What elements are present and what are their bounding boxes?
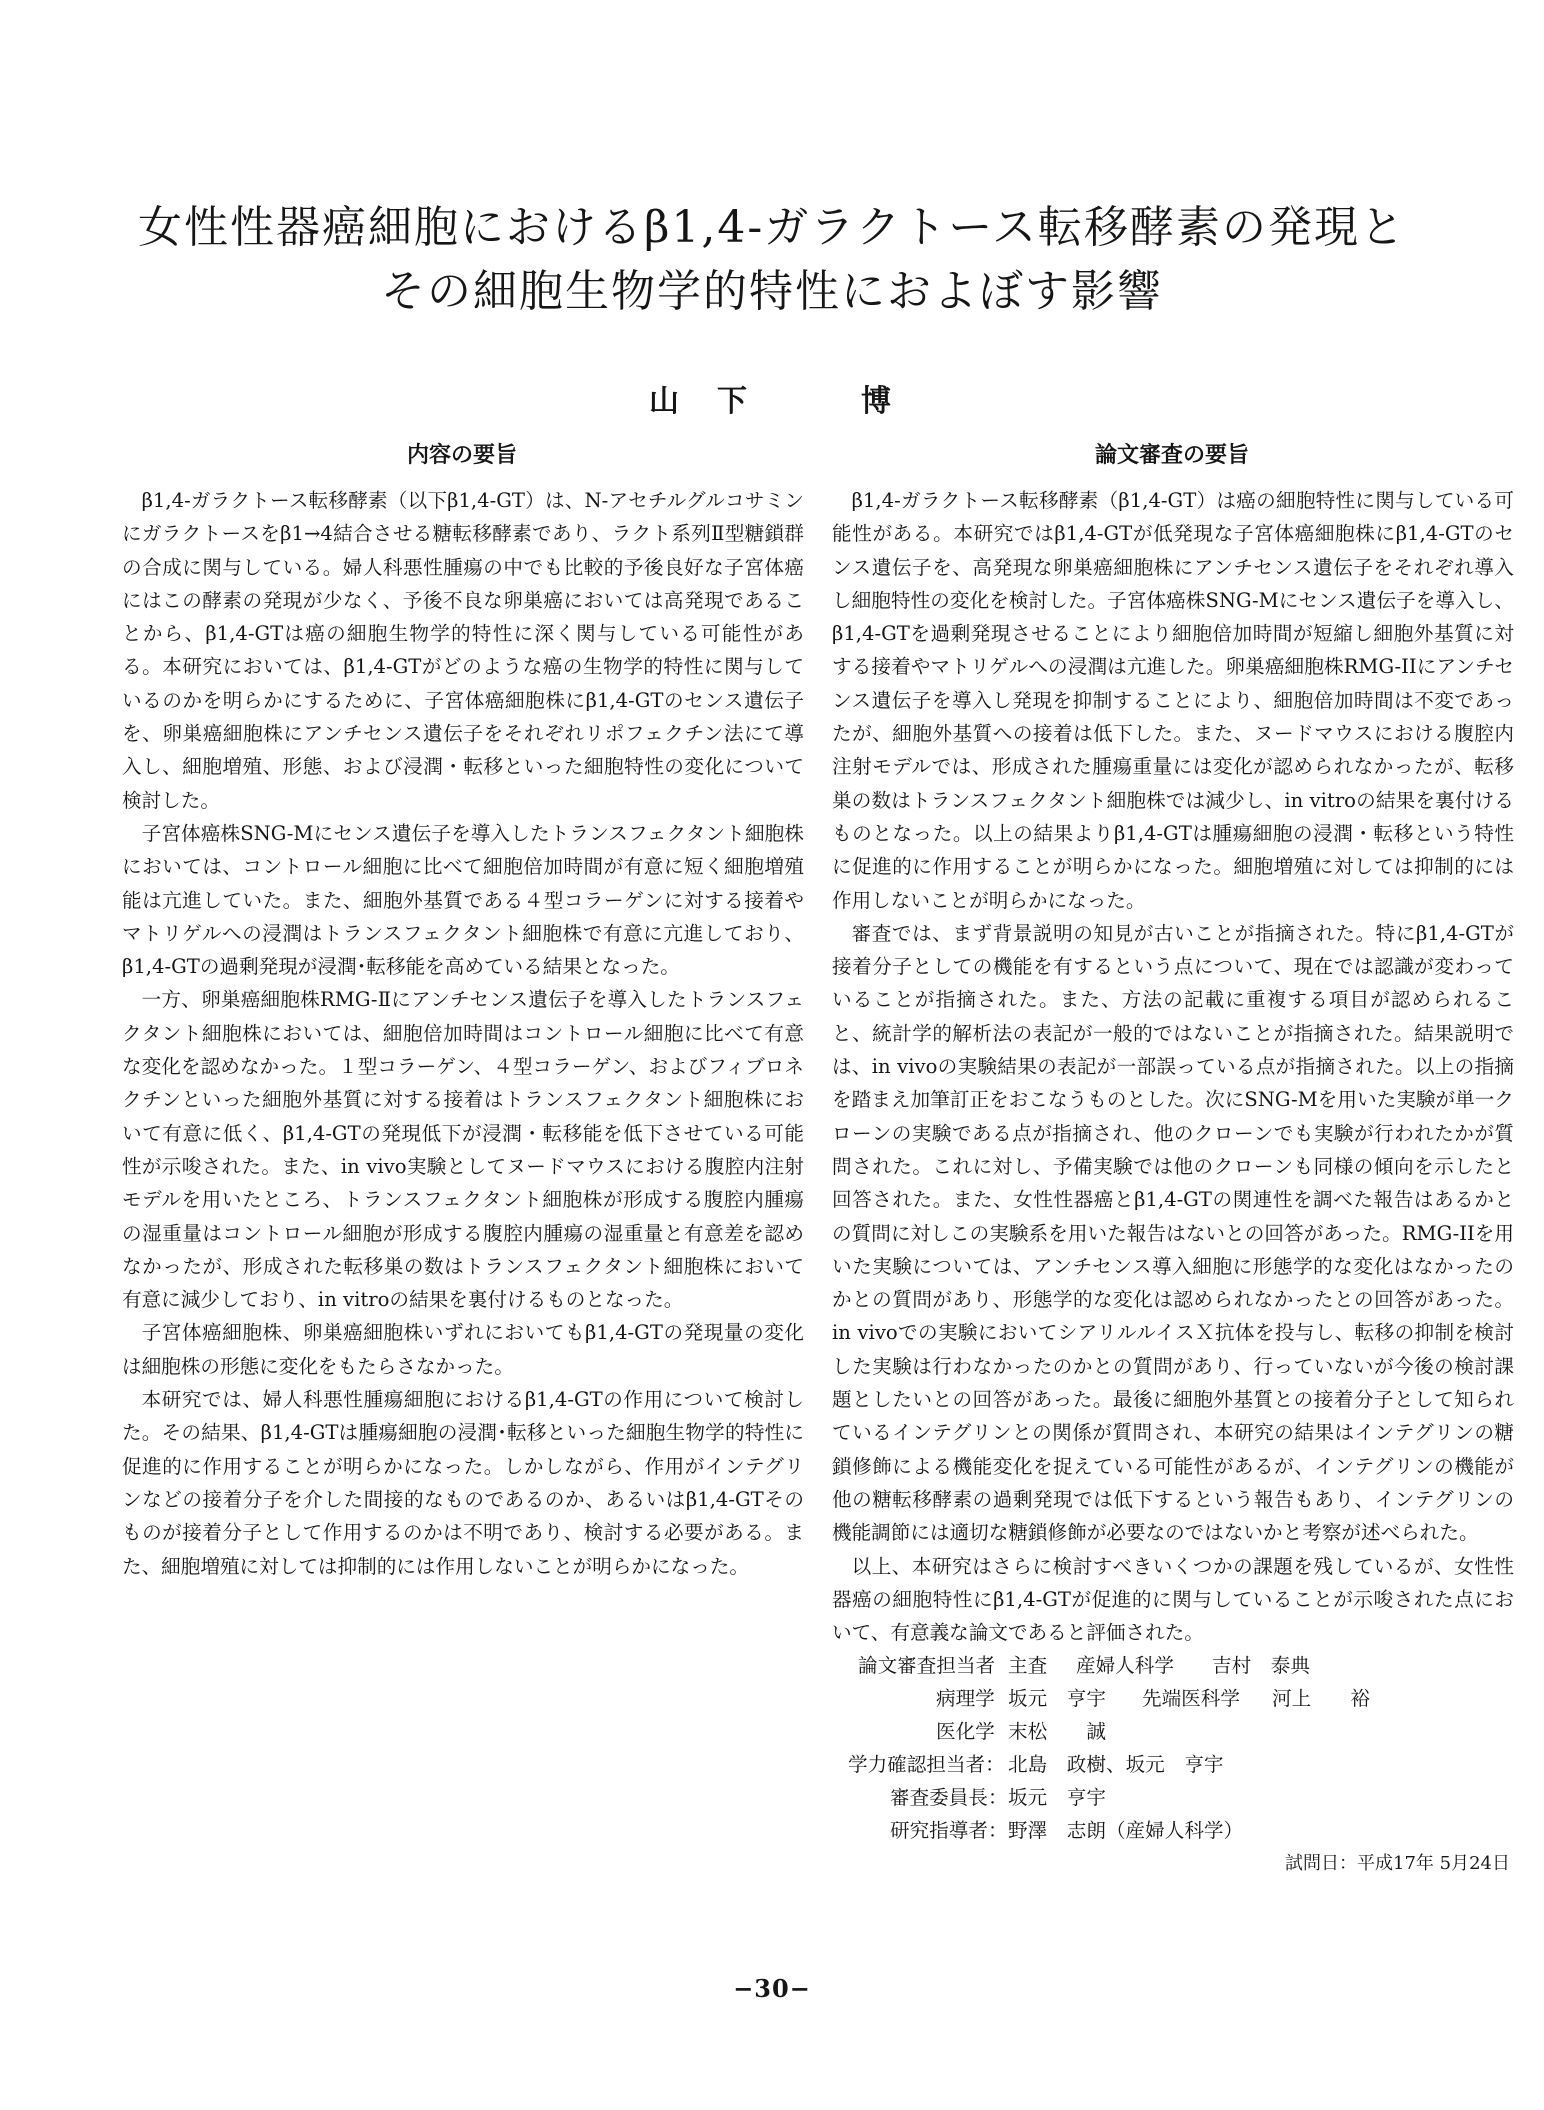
- author-given-name: 博: [861, 384, 895, 419]
- summary-paragraph: 子宮体癌細胞株、卵巣癌細胞株いずれにおいてもβ1,4-GTの発現量の変化は細胞株の形態に変化をもたらさなかった。: [122, 1321, 804, 1378]
- committee-member-name: 末松 誠: [1008, 1720, 1106, 1744]
- chair-name: 坂元 亨宇: [1008, 1786, 1106, 1810]
- confirm-names: 北島 政樹、坂元 亨宇: [1008, 1753, 1224, 1777]
- review-column: [832, 484, 1514, 1881]
- committee-chief-dept: 産婦人科学: [1076, 1654, 1174, 1678]
- paper-title: [0, 196, 1544, 324]
- review-paragraph: 審査では、まず背景説明の知見が古いことが指摘された。特にβ1,4-GTが接着分子としての機能を有するという点について、現在では認識が変わっていることが指摘された。また、方法の記載に重複する項目が認められること、統計学的解析法の表記が一般的ではないことが指摘された。結果説明では、in vivoの実験結果の表記が一部誤っている点が指摘された。以上の指摘を踏まえ加筆訂正をおこなうものとした。次にSNG-Mを用いた実験が単一クローンの実験である点が指摘され、他のクローンでも実験が行われたかが質問された。これに対し、予備実験では他のクローンも同様の傾向を示したと回答された。また、女性性器癌とβ1,4-GTの関連性を調べた報告はあるかとの質問に対しこの実験系を用いた報告はないとの回答があった。RMG-IIを用いた実験については、アンチセンス導入細胞に形態学的な変化はなかったのかとの質問があり、形態学的な変化は認められなかったとの回答があった。in vivoでの実験においてシアリルルイスＸ抗体を投与し、転移の抑制を検討した実験は行わなかったのかとの質問があり、行っていないが今後の検討課題としたいとの回答があった。最後に細胞外基質との接着分子として知られているインテグリンとの関係が質問され、本研究の結果はインテグリンの糖鎖修飾による機能変化を捉えている可能性があるが、インテグリンの機能が他の糖転移酵素の過剰発現では低下するという報告もあり、インテグリンの機能調節には適切な糖鎖修飾が必要なのではないかと考察が述べられた。: [832, 921, 1514, 1545]
- review-paragraph: 以上、本研究はさらに検討すべきいくつかの課題を残しているが、女性性器癌の細胞特性にβ1,4-GTが促進的に関与していることが示唆された点において、有意義な論文であると評価された。: [832, 1554, 1514, 1645]
- title-line-2: その細胞生物学的特性におよぼす影響: [381, 266, 1163, 317]
- advisor-label: 研究指導者：: [890, 1819, 1008, 1843]
- summary-paragraph: 子宮体癌株SNG-Mにセンス遺伝子を導入したトランスフェクタント細胞株においては、コントロール細胞に比べて細胞倍加時間が有意に短く細胞増殖能は亢進していた。また、細胞外基質である４型コラーゲンに対する接着やマトリゲルへの浸潤はトランスフェクタント細胞株で有意に亢進しており、β1,4-GTの過剰発現が浸潤･転移能を高めている結果となった。: [122, 821, 804, 979]
- committee-chief-name: 吉村 泰典: [1212, 1654, 1310, 1678]
- summary-paragraph: 本研究では、婦人科悪性腫瘍細胞におけるβ1,4-GTの作用について検討した。その結果、β1,4-GTは腫瘍細胞の浸潤･転移といった細胞生物学的特性に促進的に作用することが明らかになった。しかしながら、作用がインテグリンなどの接着分子を介した間接的なものであるのか、あるいはβ1,4-GTそのものが接着分子として作用するのかは不明であり、検討する必要がある。また、細胞増殖に対しては抑制的には作用しないことが明らかになった。: [122, 1388, 804, 1578]
- committee-member-dept: 医化学: [936, 1720, 995, 1744]
- summary-column: [122, 484, 804, 1583]
- summary-paragraph: 一方、卵巣癌細胞株RMG-Ⅱにアンチセンス遺伝子を導入したトランスフェクタント細胞株においては、細胞倍加時間はコントロール細胞に比べて有意な変化を認めなかった。１型コラーゲン、４型コラーゲン、およびフィブロネクチンといった細胞外基質に対する接着はトランスフェクタント細胞株において有意に低く、β1,4-GTの発現低下が浸潤・転移能を低下させている可能性が示唆された。また、in vivo実験としてヌードマウスにおける腹腔内注射モデルを用いたところ、トランスフェクタント細胞株が形成する腹腔内腫瘍の湿重量はコントロール細胞が形成する腹腔内腫瘍の湿重量と有意差を認めなかったが、形成された転移巣の数はトランスフェクタント細胞株において有意に減少しており、in vitroの結果を裏付けるものとなった。: [122, 988, 804, 1312]
- author-family-name: 山 下: [649, 384, 751, 419]
- committee-member-name: 河上 裕: [1272, 1687, 1370, 1711]
- author: [0, 376, 1544, 420]
- review-heading: 論文審査の要旨: [1094, 443, 1249, 468]
- page-number: −30−: [733, 1974, 811, 2003]
- summary-heading: 内容の要旨: [406, 443, 517, 468]
- committee-member-dept: 先端医科学: [1142, 1687, 1240, 1711]
- committee-chief-role: 主査: [1008, 1654, 1048, 1678]
- exam-date: 試問日：平成17年 5月24日: [1285, 1853, 1510, 1875]
- chair-label: 審査委員長：: [890, 1786, 1008, 1810]
- confirm-label: 学力確認担当者：: [848, 1753, 1005, 1777]
- title-line-1: 女性性器癌細胞におけるβ1,4-ガラクトース転移酵素の発現と: [137, 202, 1407, 253]
- advisor-name: 野澤 志朗（産婦人科学）: [1008, 1819, 1244, 1843]
- summary-paragraph: β1,4-ガラクトース転移酵素（以下β1,4-GT）は、N-アセチルグルコサミンにガラクトースをβ1→4結合させる糖転移酵素であり、ラクト系列Ⅱ型糖鎖群の合成に関与している。婦人科悪性腫瘍の中でも比較的予後良好な子宮体癌にはこの酵素の発現が少なく、予後不良な卵巣癌においては高発現であることから、β1,4-GTは癌の細胞生物学的特性に深く関与している可能性がある。本研究においては、β1,4-GTがどのような癌の生物学的特性に関与しているのかを明らかにするために、子宮体癌細胞株にβ1,4-GTのセンス遺伝子を、卵巣癌細胞株にアンチセンス遺伝子をそれぞれリポフェクチン法にて導入し、細胞増殖、形態、および浸潤・転移といった細胞特性の変化について検討した。: [122, 489, 804, 812]
- committee-label: 論文審査担当者: [858, 1654, 996, 1678]
- review-paragraph: β1,4-ガラクトース転移酵素（β1,4-GT）は癌の細胞特性に関与している可能性がある。本研究ではβ1,4-GTが低発現な子宮体癌細胞株にβ1,4-GTのセンス遺伝子を、高発現な卵巣癌細胞株にアンチセンス遺伝子をそれぞれ導入し細胞特性の変化を検討した。子宮体癌株SNG-Mにセンス遺伝子を導入し、β1,4-GTを過剰発現させることにより細胞倍加時間が短縮し細胞外基質に対する接着やマトリゲルへの浸潤は亢進した。卵巣癌細胞株RMG-IIにアンチセンス遺伝子を導入し発現を抑制することにより、細胞倍加時間は不変であったが、細胞外基質への接着は低下した。また、ヌードマウスにおける腹腔内注射モデルでは、形成された腫瘍重量には変化が認められなかったが、転移巣の数はトランスフェクタント細胞株では減少し、in vitroの結果を裏付けるものとなった。以上の結果よりβ1,4-GTは腫瘍細胞の浸潤・転移という特性に促進的に作用することが明らかになった。細胞増殖に対しては抑制的には作用しないことが明らかになった。: [832, 489, 1514, 912]
- committee-member-dept: 病理学: [936, 1687, 995, 1711]
- committee-member-name: 坂元 亨宇: [1008, 1687, 1106, 1711]
- review-committee: [832, 1649, 1514, 1847]
